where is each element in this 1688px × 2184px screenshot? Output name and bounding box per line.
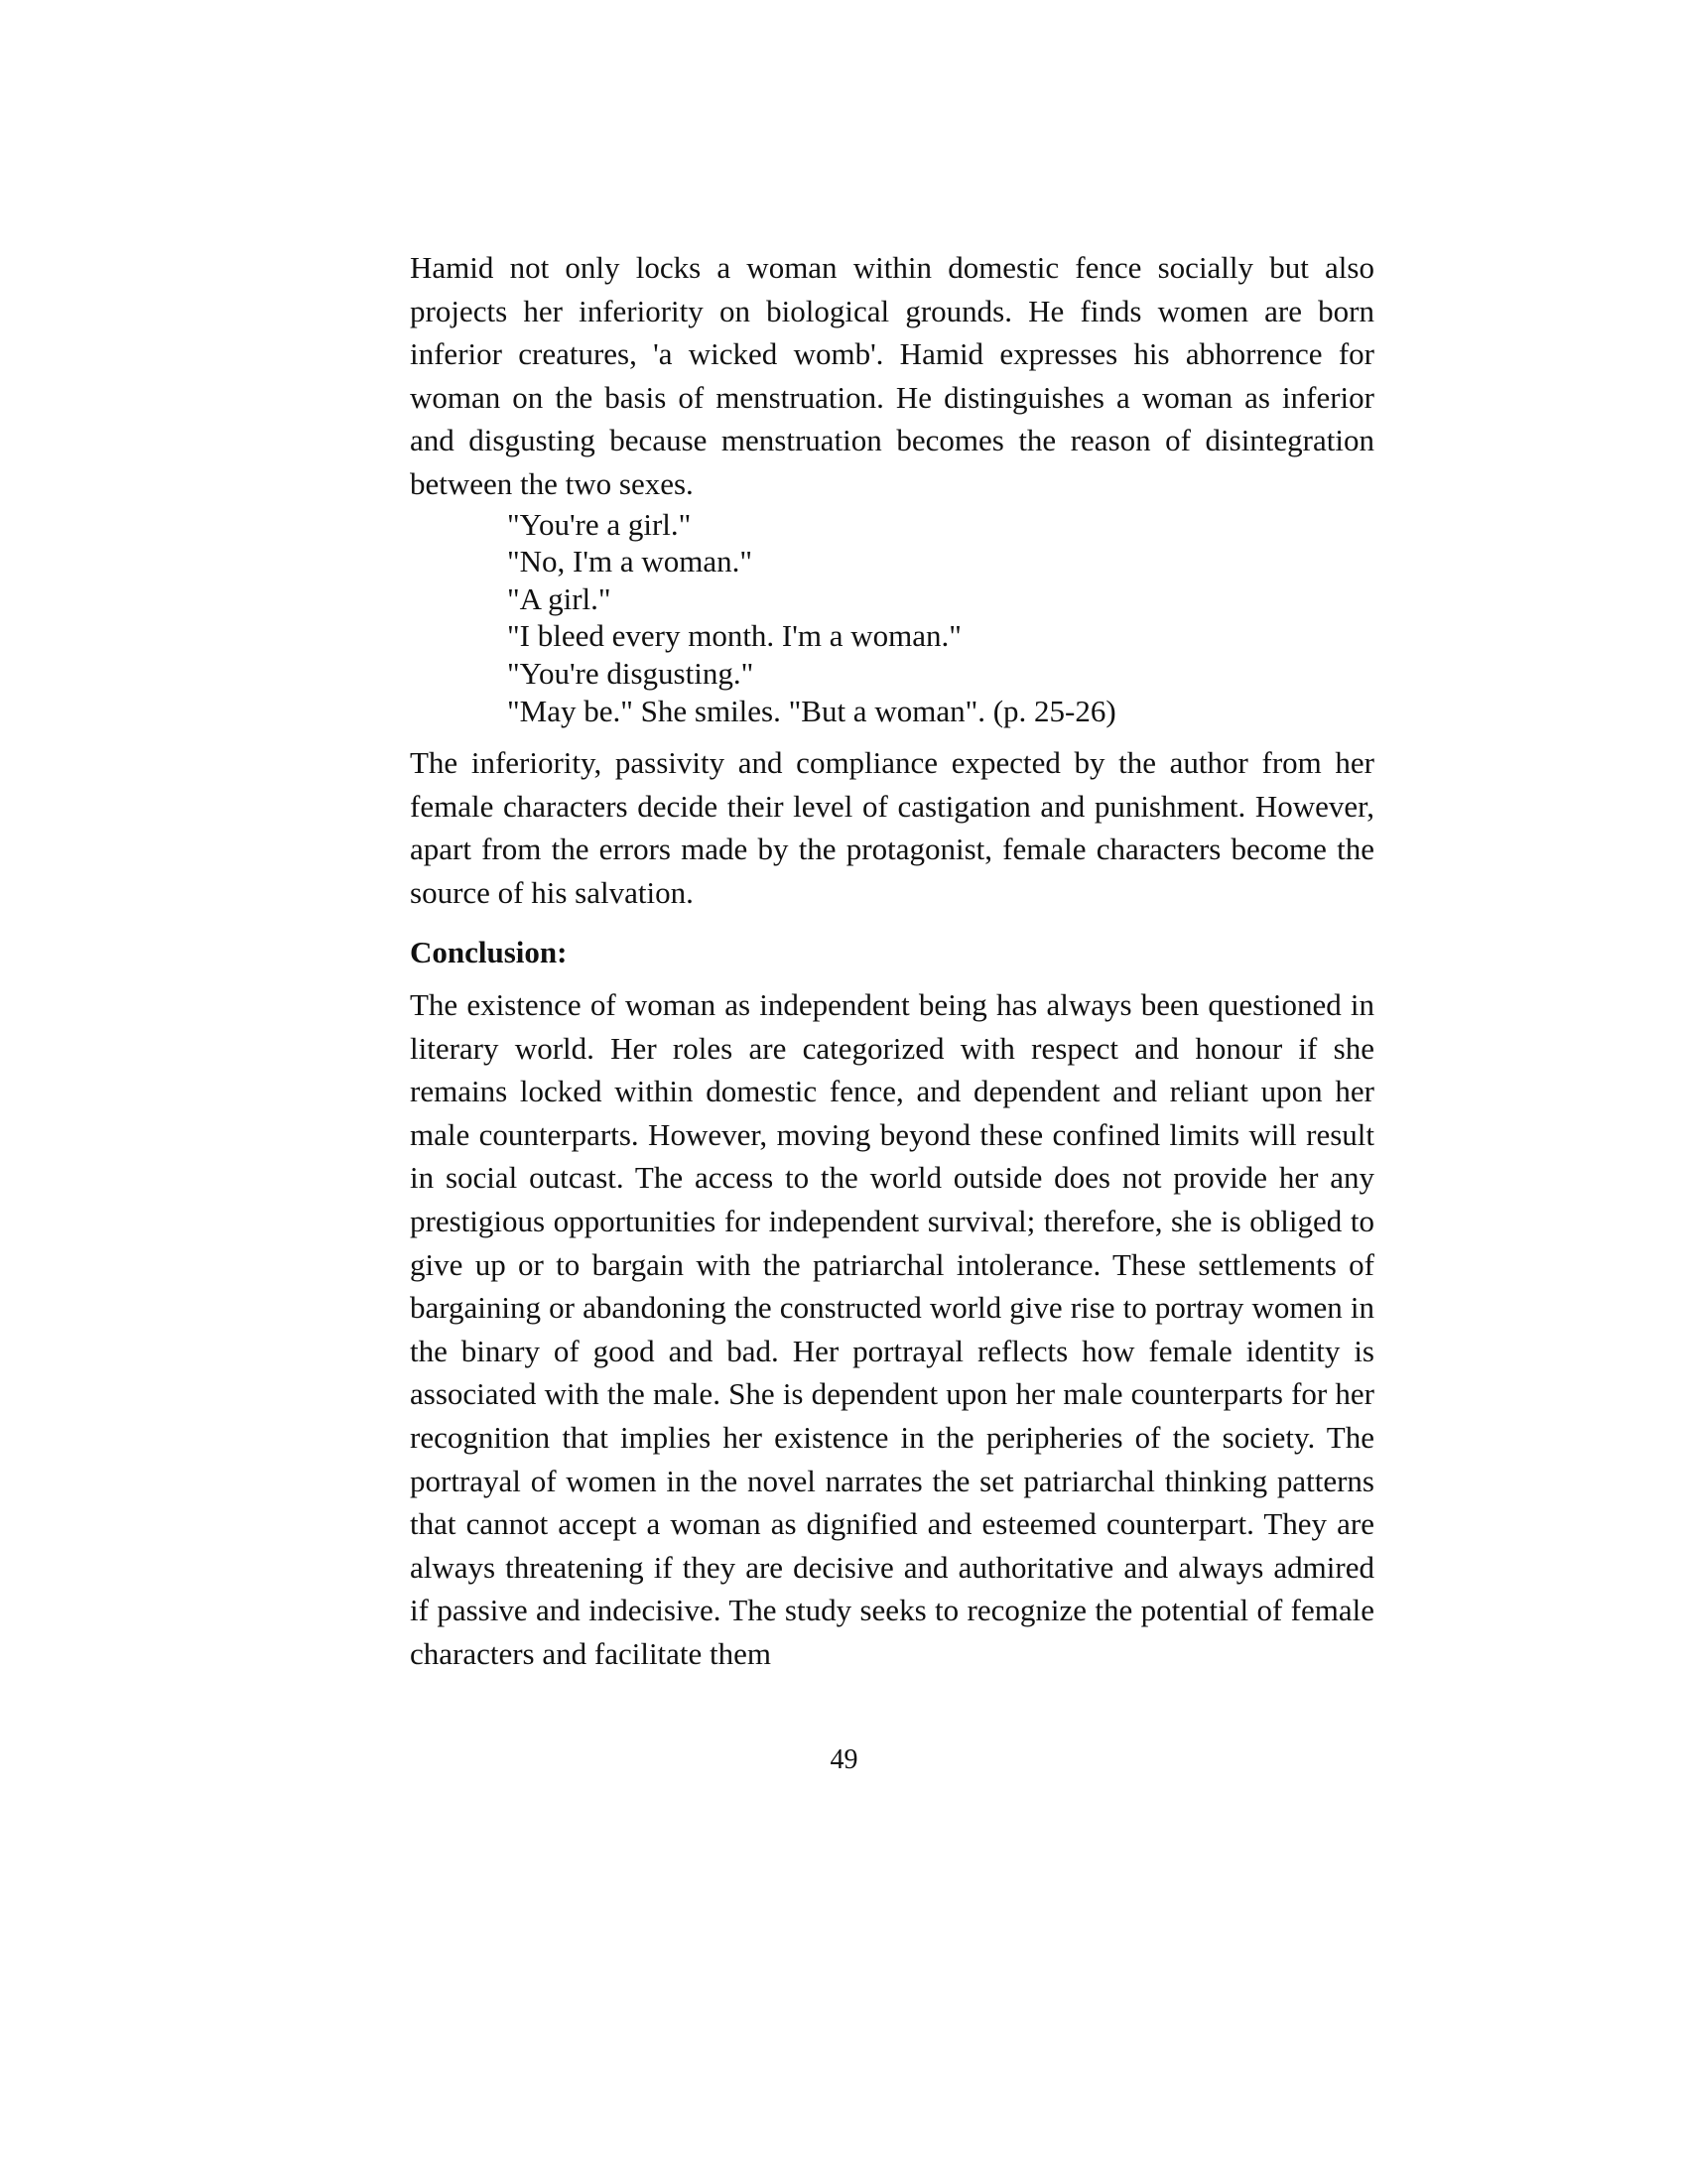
section-heading: Conclusion: bbox=[410, 934, 568, 969]
quote-line: "You're a girl." bbox=[507, 506, 692, 542]
quote-line: "May be." She smiles. "But a woman". (p. 25-26) bbox=[507, 693, 1116, 728]
quote-line: "A girl." bbox=[507, 580, 611, 616]
quote-line: "You're disgusting." bbox=[507, 655, 754, 691]
body-paragraph: The existence of woman as independent being has always been questioned in literary world. Her roles are categorized with respect and honour if she remains locked within domestic fence, and dependent and reliant upon her male counterparts. However, moving beyond these confined limits will result in social outcast. The access to the world outside does not provide her any prestigious opportunities for independent survival; therefore, she is obliged to give up or to bargain with the patriarchal intolerance. These settlements of bargaining or abandoning the constructed world give rise to portray women in the binary of good and bad. Her portrayal reflects how female identity is associated with the male. She is dependent upon her male counterparts for her recognition that implies her existence in the peripheries of the society. The portrayal of women in the novel narrates the set patriarchal thinking patterns that cannot accept a woman as dignified and esteemed counterpart. They are always threatening if they are decisive and authoritative and always admired if passive and indecisive. The study seeks to recognize the potential of female characters and facilitate them bbox=[410, 987, 1374, 1671]
page-number: 49 bbox=[830, 1744, 858, 1775]
body-paragraph: Hamid not only locks a woman within domestic fence socially but also projects her inferiority on biological grounds. He finds women are born inferior creatures, 'a wicked womb'. Hamid expresses his abhorrence for woman on the basis of menstruation. He distinguishes a woman as inferior and disgusting because menstruation becomes the reason of disintegration between the two sexes. bbox=[410, 250, 1374, 501]
quote-line: "No, I'm a woman." bbox=[507, 544, 752, 579]
body-paragraph: The inferiority, passivity and compliance expected by the author from her female characters decide their level of castigation and punishment. However, apart from the errors made by the protagonist, female characters become the source of his salvation. bbox=[410, 745, 1374, 910]
page-body bbox=[410, 246, 1374, 1676]
quote-line: "I bleed every month. I'm a woman." bbox=[507, 618, 962, 654]
quoted-dialogue bbox=[410, 506, 1374, 730]
